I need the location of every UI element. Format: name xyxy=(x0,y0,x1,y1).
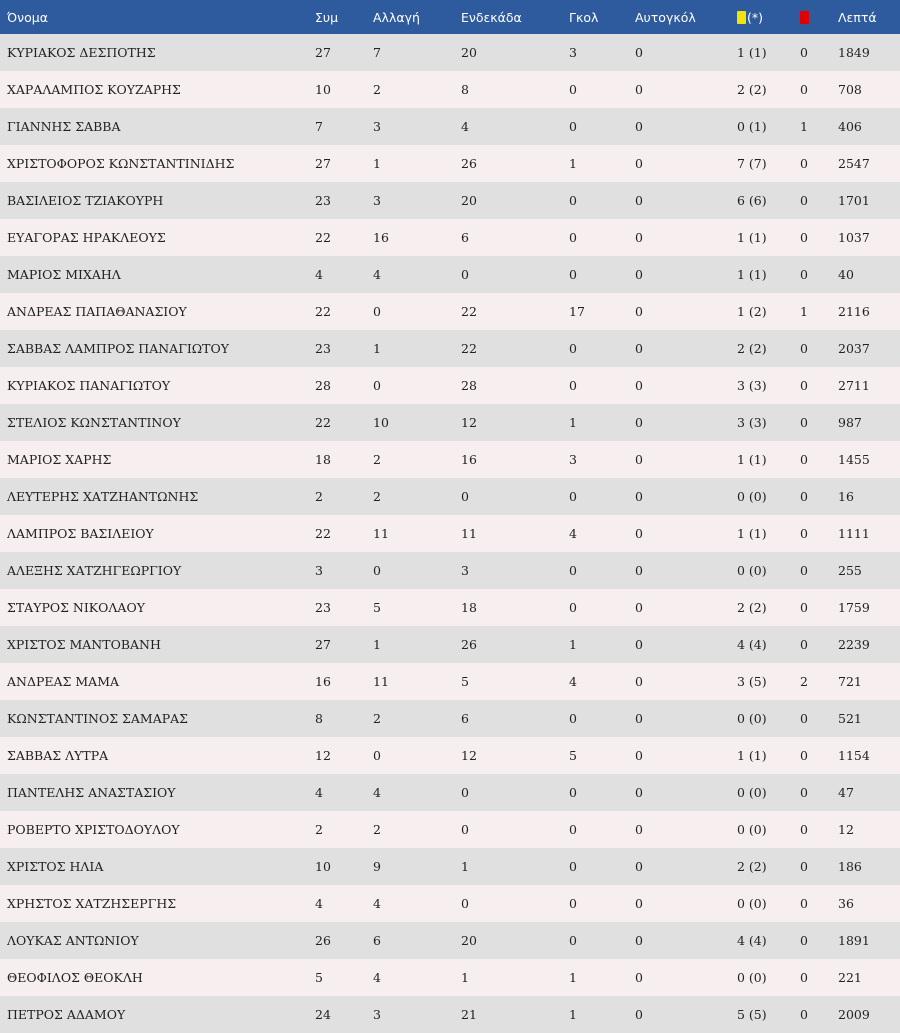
yellow-cards: 3 (3) xyxy=(737,378,767,393)
table-row xyxy=(0,256,900,293)
player-name[interactable]: ΣΤΕΛΙΟΣ ΚΩΝΣΤΑΝΤΙΝΟΥ xyxy=(7,415,181,430)
minutes-played: 186 xyxy=(838,859,862,874)
table-row xyxy=(0,663,900,700)
starting-apps: 1 xyxy=(461,859,469,874)
player-name[interactable]: ΜΑΡΙΟΣ ΧΑΡΗΣ xyxy=(7,452,112,467)
substitute-apps: 16 xyxy=(373,230,389,245)
table-row xyxy=(0,219,900,256)
header-own-goals[interactable]: Αυτογκόλ xyxy=(635,9,696,25)
own-goals: 0 xyxy=(635,304,643,319)
player-name[interactable]: ΚΥΡΙΑΚΟΣ ΔΕΣΠΟΤΗΣ xyxy=(7,45,156,60)
appearances: 2 xyxy=(315,489,323,504)
red-cards: 0 xyxy=(800,45,808,60)
starting-apps: 26 xyxy=(461,156,477,171)
own-goals: 0 xyxy=(635,970,643,985)
own-goals: 0 xyxy=(635,600,643,615)
goals: 1 xyxy=(569,1007,577,1022)
yellow-cards: 0 (0) xyxy=(737,970,767,985)
player-name[interactable]: ΑΝΔΡΕΑΣ ΜΑΜΑ xyxy=(7,674,120,689)
own-goals: 0 xyxy=(635,415,643,430)
appearances: 26 xyxy=(315,933,331,948)
minutes-played: 40 xyxy=(838,267,854,282)
red-cards: 0 xyxy=(800,1007,808,1022)
goals: 0 xyxy=(569,489,577,504)
substitute-apps: 1 xyxy=(373,341,381,356)
minutes-played: 36 xyxy=(838,896,854,911)
minutes-played: 1037 xyxy=(838,230,870,245)
red-cards: 1 xyxy=(800,304,808,319)
yellow-cards: 0 (0) xyxy=(737,785,767,800)
minutes-played: 255 xyxy=(838,563,862,578)
red-cards: 0 xyxy=(800,526,808,541)
yellow-cards: 0 (1) xyxy=(737,119,767,134)
player-name[interactable]: ΧΡΙΣΤΟΦΟΡΟΣ ΚΩΝΣΤΑΝΤΙΝΙΔΗΣ xyxy=(7,156,235,171)
minutes-played: 1849 xyxy=(838,45,870,60)
substitute-apps: 5 xyxy=(373,600,381,615)
red-cards: 0 xyxy=(800,82,808,97)
player-name[interactable]: ΣΑΒΒΑΣ ΛΥΤΡΑ xyxy=(7,748,109,763)
appearances: 27 xyxy=(315,156,331,171)
yellow-cards: 0 (0) xyxy=(737,822,767,837)
yellow-cards: 3 (5) xyxy=(737,674,767,689)
goals: 1 xyxy=(569,156,577,171)
appearances: 16 xyxy=(315,674,331,689)
goals: 17 xyxy=(569,304,585,319)
red-cards: 0 xyxy=(800,452,808,467)
starting-apps: 6 xyxy=(461,230,469,245)
yellow-cards: 1 (1) xyxy=(737,748,767,763)
yellow-cards: 2 (2) xyxy=(737,341,767,356)
header-apps[interactable]: Συμ xyxy=(315,9,339,25)
table-row xyxy=(0,959,900,996)
own-goals: 0 xyxy=(635,267,643,282)
appearances: 4 xyxy=(315,267,323,282)
starting-apps: 11 xyxy=(461,526,477,541)
appearances: 2 xyxy=(315,822,323,837)
player-name[interactable]: ΜΑΡΙΟΣ ΜΙΧΑΗΛ xyxy=(7,267,121,282)
player-name[interactable]: ΣΑΒΒΑΣ ΛΑΜΠΡΟΣ ΠΑΝΑΓΙΩΤΟΥ xyxy=(7,341,230,356)
appearances: 23 xyxy=(315,600,331,615)
header-red-cards[interactable] xyxy=(800,0,838,34)
goals: 0 xyxy=(569,933,577,948)
starting-apps: 0 xyxy=(461,896,469,911)
header-subs[interactable]: Αλλαγή xyxy=(373,9,420,25)
goals: 0 xyxy=(569,341,577,356)
table-row xyxy=(0,811,900,848)
minutes-played: 2037 xyxy=(838,341,870,356)
own-goals: 0 xyxy=(635,822,643,837)
table-row xyxy=(0,367,900,404)
own-goals: 0 xyxy=(635,452,643,467)
minutes-played: 521 xyxy=(838,711,862,726)
substitute-apps: 10 xyxy=(373,415,389,430)
own-goals: 0 xyxy=(635,563,643,578)
minutes-played: 708 xyxy=(838,82,862,97)
appearances: 27 xyxy=(315,45,331,60)
yellow-cards: 0 (0) xyxy=(737,896,767,911)
starting-apps: 6 xyxy=(461,711,469,726)
header-yellow-cards[interactable] xyxy=(737,0,800,34)
red-cards: 0 xyxy=(800,859,808,874)
yellow-cards: 5 (5) xyxy=(737,1007,767,1022)
own-goals: 0 xyxy=(635,748,643,763)
starting-apps: 12 xyxy=(461,415,477,430)
table-row xyxy=(0,108,900,145)
goals: 4 xyxy=(569,674,577,689)
table-row xyxy=(0,626,900,663)
player-name[interactable]: ΠΕΤΡΟΣ ΑΔΑΜΟΥ xyxy=(7,1007,126,1022)
red-cards: 0 xyxy=(800,378,808,393)
table-row xyxy=(0,922,900,959)
minutes-played: 1891 xyxy=(838,933,870,948)
player-name[interactable]: ΛΑΜΠΡΟΣ ΒΑΣΙΛΕΙΟΥ xyxy=(7,526,154,541)
red-cards: 0 xyxy=(800,600,808,615)
appearances: 24 xyxy=(315,1007,331,1022)
yellow-cards: 4 (4) xyxy=(737,637,767,652)
appearances: 7 xyxy=(315,119,323,134)
yellow-cards: 4 (4) xyxy=(737,933,767,948)
player-name[interactable]: ΧΡΙΣΤΟΣ ΜΑΝΤΟΒΑΝΗ xyxy=(7,637,161,652)
goals: 1 xyxy=(569,415,577,430)
goals: 0 xyxy=(569,267,577,282)
table-row xyxy=(0,996,900,1033)
starting-apps: 5 xyxy=(461,674,469,689)
player-name[interactable]: ΧΡΗΣΤΟΣ ΧΑΤΖΗΣΕΡΓΗΣ xyxy=(7,896,177,911)
own-goals: 0 xyxy=(635,341,643,356)
header-name[interactable]: Όνομα xyxy=(7,9,48,25)
goals: 0 xyxy=(569,822,577,837)
red-cards: 0 xyxy=(800,896,808,911)
yellow-cards: 1 (2) xyxy=(737,304,767,319)
header-goals[interactable]: Γκολ xyxy=(569,9,599,25)
red-cards: 0 xyxy=(800,193,808,208)
yellow-card-icon xyxy=(737,11,746,24)
appearances: 22 xyxy=(315,304,331,319)
starting-apps: 0 xyxy=(461,785,469,800)
table-row xyxy=(0,848,900,885)
own-goals: 0 xyxy=(635,933,643,948)
substitute-apps: 2 xyxy=(373,82,381,97)
table-row xyxy=(0,182,900,219)
red-cards: 0 xyxy=(800,785,808,800)
minutes-played: 16 xyxy=(838,489,854,504)
player-name[interactable]: ΑΝΔΡΕΑΣ ΠΑΠΑΘΑΝΑΣΙΟΥ xyxy=(7,304,187,319)
red-cards: 0 xyxy=(800,933,808,948)
starting-apps: 8 xyxy=(461,82,469,97)
yellow-cards: 2 (2) xyxy=(737,82,767,97)
minutes-played: 1111 xyxy=(838,526,870,541)
goals: 0 xyxy=(569,600,577,615)
red-cards: 0 xyxy=(800,822,808,837)
yellow-cards: 0 (0) xyxy=(737,489,767,504)
goals: 0 xyxy=(569,230,577,245)
substitute-apps: 2 xyxy=(373,711,381,726)
red-cards: 0 xyxy=(800,341,808,356)
table-row xyxy=(0,552,900,589)
minutes-played: 221 xyxy=(838,970,862,985)
appearances: 4 xyxy=(315,785,323,800)
minutes-played: 406 xyxy=(838,119,862,134)
player-name[interactable]: ΚΥΡΙΑΚΟΣ ΠΑΝΑΓΙΩΤΟΥ xyxy=(7,378,171,393)
own-goals: 0 xyxy=(635,1007,643,1022)
starting-apps: 3 xyxy=(461,563,469,578)
table-row xyxy=(0,441,900,478)
minutes-played: 47 xyxy=(838,785,854,800)
starting-apps: 1 xyxy=(461,970,469,985)
minutes-played: 12 xyxy=(838,822,854,837)
goals: 0 xyxy=(569,896,577,911)
substitute-apps: 1 xyxy=(373,156,381,171)
table-row xyxy=(0,774,900,811)
own-goals: 0 xyxy=(635,896,643,911)
player-name[interactable]: ΕΥΑΓΟΡΑΣ ΗΡΑΚΛΕΟΥΣ xyxy=(7,230,166,245)
own-goals: 0 xyxy=(635,82,643,97)
own-goals: 0 xyxy=(635,230,643,245)
minutes-played: 2009 xyxy=(838,1007,870,1022)
table-row xyxy=(0,293,900,330)
own-goals: 0 xyxy=(635,489,643,504)
substitute-apps: 11 xyxy=(373,674,389,689)
substitute-apps: 6 xyxy=(373,933,381,948)
substitute-apps: 0 xyxy=(373,748,381,763)
table-row xyxy=(0,700,900,737)
yellow-cards: 1 (1) xyxy=(737,45,767,60)
appearances: 23 xyxy=(315,193,331,208)
minutes-played: 2547 xyxy=(838,156,870,171)
player-name[interactable]: ΓΙΑΝΝΗΣ ΣΑΒΒΑ xyxy=(7,119,121,134)
red-cards: 0 xyxy=(800,711,808,726)
table-body xyxy=(0,34,900,1033)
table-row xyxy=(0,589,900,626)
own-goals: 0 xyxy=(635,193,643,208)
player-name[interactable]: ΚΩΝΣΤΑΝΤΙΝΟΣ ΣΑΜΑΡΑΣ xyxy=(7,711,189,726)
minutes-played: 721 xyxy=(838,674,862,689)
table-row xyxy=(0,34,900,71)
starting-apps: 0 xyxy=(461,267,469,282)
own-goals: 0 xyxy=(635,156,643,171)
minutes-played: 2711 xyxy=(838,378,870,393)
goals: 1 xyxy=(569,970,577,985)
player-name[interactable]: ΣΤΑΥΡΟΣ ΝΙΚΟΛΑΟΥ xyxy=(7,600,145,615)
goals: 5 xyxy=(569,748,577,763)
goals: 0 xyxy=(569,193,577,208)
own-goals: 0 xyxy=(635,45,643,60)
header-starts[interactable]: Ενδεκάδα xyxy=(461,9,522,25)
red-cards: 0 xyxy=(800,156,808,171)
red-cards: 1 xyxy=(800,119,808,134)
appearances: 10 xyxy=(315,82,331,97)
minutes-played: 2239 xyxy=(838,637,870,652)
substitute-apps: 0 xyxy=(373,563,381,578)
appearances: 3 xyxy=(315,563,323,578)
goals: 3 xyxy=(569,452,577,467)
minutes-played: 1701 xyxy=(838,193,870,208)
yellow-cards: 3 (3) xyxy=(737,415,767,430)
substitute-apps: 7 xyxy=(373,45,381,60)
goals: 0 xyxy=(569,378,577,393)
appearances: 5 xyxy=(315,970,323,985)
own-goals: 0 xyxy=(635,785,643,800)
player-name[interactable]: ΛΕΥΤΕΡΗΣ ΧΑΤΖΗΑΝΤΩΝΗΣ xyxy=(7,489,199,504)
appearances: 27 xyxy=(315,637,331,652)
table-row xyxy=(0,478,900,515)
own-goals: 0 xyxy=(635,526,643,541)
substitute-apps: 2 xyxy=(373,489,381,504)
red-cards: 0 xyxy=(800,267,808,282)
table-row xyxy=(0,330,900,367)
starting-apps: 0 xyxy=(461,822,469,837)
minutes-played: 1154 xyxy=(838,748,870,763)
substitute-apps: 0 xyxy=(373,304,381,319)
substitute-apps: 2 xyxy=(373,452,381,467)
appearances: 23 xyxy=(315,341,331,356)
starting-apps: 16 xyxy=(461,452,477,467)
starting-apps: 20 xyxy=(461,933,477,948)
yellow-cards: 7 (7) xyxy=(737,156,767,171)
header-yellow-suffix: (*) xyxy=(747,9,764,25)
goals: 0 xyxy=(569,119,577,134)
yellow-cards: 1 (1) xyxy=(737,452,767,467)
own-goals: 0 xyxy=(635,711,643,726)
starting-apps: 20 xyxy=(461,45,477,60)
substitute-apps: 4 xyxy=(373,785,381,800)
header-minutes[interactable]: Λεπτά xyxy=(838,9,877,25)
minutes-played: 1455 xyxy=(838,452,870,467)
yellow-cards: 1 (1) xyxy=(737,230,767,245)
starting-apps: 20 xyxy=(461,193,477,208)
table-row xyxy=(0,515,900,552)
substitute-apps: 3 xyxy=(373,119,381,134)
red-cards: 0 xyxy=(800,970,808,985)
own-goals: 0 xyxy=(635,637,643,652)
appearances: 22 xyxy=(315,415,331,430)
appearances: 12 xyxy=(315,748,331,763)
own-goals: 0 xyxy=(635,378,643,393)
substitute-apps: 4 xyxy=(373,267,381,282)
starting-apps: 18 xyxy=(461,600,477,615)
table-header xyxy=(0,0,900,34)
substitute-apps: 4 xyxy=(373,970,381,985)
player-name[interactable]: ΑΛΕΞΗΣ ΧΑΤΖΗΓΕΩΡΓΙΟΥ xyxy=(7,563,182,578)
own-goals: 0 xyxy=(635,859,643,874)
substitute-apps: 4 xyxy=(373,896,381,911)
goals: 0 xyxy=(569,82,577,97)
minutes-played: 987 xyxy=(838,415,862,430)
substitute-apps: 11 xyxy=(373,526,389,541)
player-name[interactable]: ΧΡΙΣΤΟΣ ΗΛΙΑ xyxy=(7,859,104,874)
appearances: 22 xyxy=(315,526,331,541)
goals: 0 xyxy=(569,785,577,800)
substitute-apps: 9 xyxy=(373,859,381,874)
player-name[interactable]: ΧΑΡΑΛΑΜΠΟΣ ΚΟΥΖΑΡΗΣ xyxy=(7,82,181,97)
red-cards: 0 xyxy=(800,489,808,504)
goals: 3 xyxy=(569,45,577,60)
player-name[interactable]: ΒΑΣΙΛΕΙΟΣ ΤΖΙΑΚΟΥΡΗ xyxy=(7,193,164,208)
table-row xyxy=(0,71,900,108)
starting-apps: 26 xyxy=(461,637,477,652)
yellow-cards: 6 (6) xyxy=(737,193,767,208)
starting-apps: 22 xyxy=(461,304,477,319)
table-row xyxy=(0,404,900,441)
substitute-apps: 1 xyxy=(373,637,381,652)
starting-apps: 21 xyxy=(461,1007,477,1022)
goals: 0 xyxy=(569,711,577,726)
player-name[interactable]: ΛΟΥΚΑΣ ΑΝΤΩΝΙΟΥ xyxy=(7,933,139,948)
red-cards: 0 xyxy=(800,748,808,763)
goals: 0 xyxy=(569,563,577,578)
substitute-apps: 3 xyxy=(373,193,381,208)
player-name[interactable]: ΘΕΟΦΙΛΟΣ ΘΕΟΚΛΗ xyxy=(7,970,143,985)
goals: 4 xyxy=(569,526,577,541)
player-name[interactable]: ΠΑΝΤΕΛΗΣ ΑΝΑΣΤΑΣΙΟΥ xyxy=(7,785,176,800)
appearances: 8 xyxy=(315,711,323,726)
table-row xyxy=(0,885,900,922)
red-cards: 0 xyxy=(800,563,808,578)
appearances: 28 xyxy=(315,378,331,393)
goals: 1 xyxy=(569,637,577,652)
player-name[interactable]: ΡΟΒΕΡΤΟ ΧΡΙΣΤΟΔΟΥΛΟΥ xyxy=(7,822,180,837)
starting-apps: 22 xyxy=(461,341,477,356)
yellow-cards: 2 (2) xyxy=(737,859,767,874)
red-cards: 0 xyxy=(800,415,808,430)
substitute-apps: 2 xyxy=(373,822,381,837)
substitute-apps: 0 xyxy=(373,378,381,393)
substitute-apps: 3 xyxy=(373,1007,381,1022)
appearances: 10 xyxy=(315,859,331,874)
own-goals: 0 xyxy=(635,119,643,134)
starting-apps: 0 xyxy=(461,489,469,504)
appearances: 22 xyxy=(315,230,331,245)
red-card-icon xyxy=(800,11,809,24)
table-row xyxy=(0,737,900,774)
starting-apps: 28 xyxy=(461,378,477,393)
starting-apps: 12 xyxy=(461,748,477,763)
header-row xyxy=(0,0,900,34)
appearances: 4 xyxy=(315,896,323,911)
yellow-cards: 2 (2) xyxy=(737,600,767,615)
yellow-cards: 1 (1) xyxy=(737,526,767,541)
yellow-cards: 0 (0) xyxy=(737,711,767,726)
goals: 0 xyxy=(569,859,577,874)
red-cards: 0 xyxy=(800,637,808,652)
yellow-cards: 1 (1) xyxy=(737,267,767,282)
appearances: 18 xyxy=(315,452,331,467)
minutes-played: 1759 xyxy=(838,600,870,615)
yellow-cards: 0 (0) xyxy=(737,563,767,578)
red-cards: 0 xyxy=(800,230,808,245)
starting-apps: 4 xyxy=(461,119,469,134)
own-goals: 0 xyxy=(635,674,643,689)
red-cards: 2 xyxy=(800,674,808,689)
minutes-played: 2116 xyxy=(838,304,870,319)
table-row xyxy=(0,145,900,182)
